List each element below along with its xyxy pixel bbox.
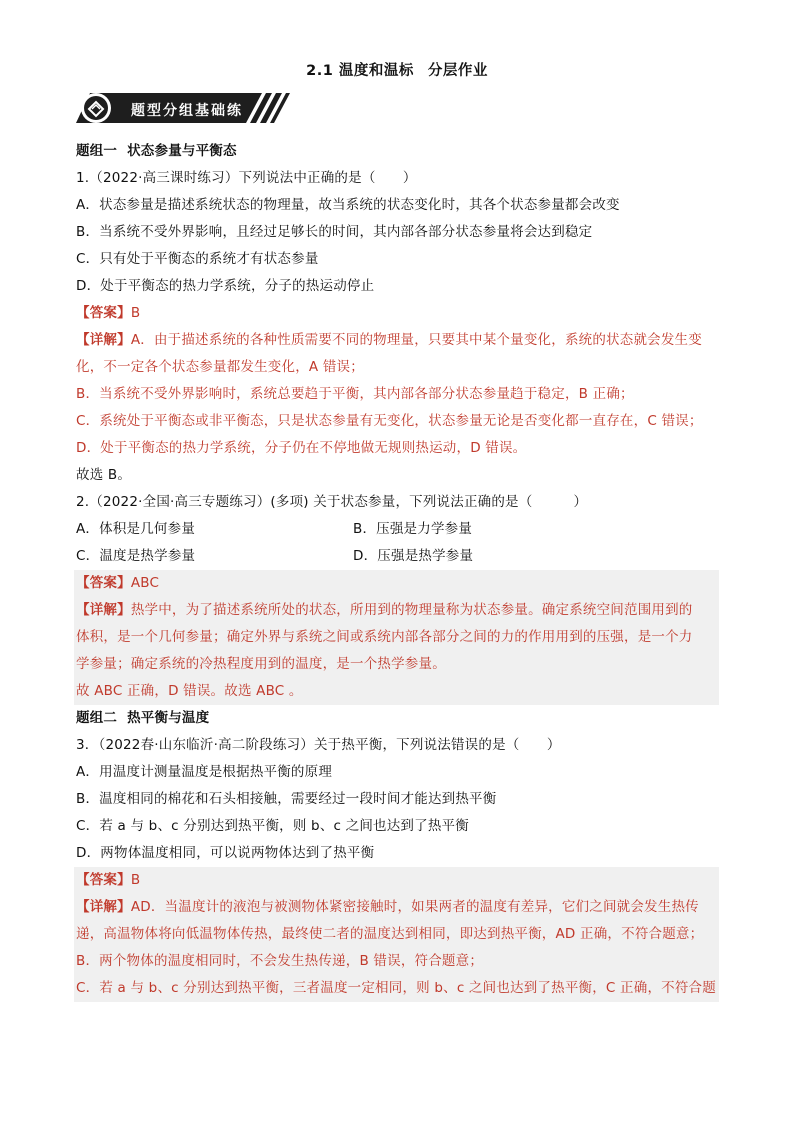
question-3-solution-block	[74, 867, 719, 1002]
question-3-option-d: D．两物体温度相同，可以说两物体达到了热平衡	[76, 845, 375, 861]
banner-label: 题型分组基础练	[131, 103, 243, 119]
question-1-detail-line: 【详解】A．由于描述系统的各种性质需要不同的物理量，只要其中某个量变化，系统的状态就会发生变	[76, 332, 702, 348]
question-1-detail-line: D．处于平衡态的热力学系统，分子仍在不停地做无规则热运动，D 错误。	[76, 440, 527, 456]
question-1-option-d: D．处于平衡态的热力学系统，分子的热运动停止	[76, 278, 375, 294]
question-2-answer: 【答案】ABC	[76, 575, 160, 591]
question-2-option-a: A．体积是几何参量	[76, 521, 196, 537]
question-2-detail-line: 【详解】热学中，为了描述系统所处的状态，所用到的物理量称为状态参量。确定系统空间范围用到的	[76, 602, 693, 618]
question-3-stem: 3．（2022春·山东临沂·高二阶段练习）关于热平衡，下列说法错误的是（ ）	[76, 737, 561, 753]
question-2-detail-line: 体积，是一个几何参量；确定外界与系统之间或系统内部各部分之间的力的作用用到的压强，是一个力	[76, 629, 693, 645]
question-1-option-b: B．当系统不受外界影响，且经过足够长的时间，其内部各部分状态参量将会达到稳定	[76, 224, 593, 240]
question-2-option-b: B．压强是力学参量	[353, 521, 473, 537]
question-2-options-row	[76, 543, 719, 570]
question-3-detail-line: B．两个物体的温度相同时，不会发生热传递，B 错误，符合题意；	[76, 953, 484, 969]
question-3-detail-line: 递，高温物体将向低温物体传热，最终使二者的温度达到相同，即达到热平衡，AD 正确，不符合题意；	[76, 926, 704, 942]
question-1-detail-line: B．当系统不受外界影响时，系统总要趋于平衡，其内部各部分状态参量趋于稳定，B 正确；	[76, 386, 634, 402]
question-1-answer: 【答案】B	[76, 305, 141, 321]
question-2-stem: 2.（2022·全国·高三专题练习）(多项) 关于状态参量，下列说法正确的是（ ）	[76, 494, 588, 510]
question-3-detail-line: 【详解】AD．当温度计的液泡与被测物体紧密接触时，如果两者的温度有差异，它们之间就会发生热传	[76, 899, 699, 915]
question-1-conclusion: 故选 B。	[76, 467, 132, 483]
title-sub: 分层作业	[427, 63, 488, 79]
question-3-option-b: B．温度相同的棉花和石头相接触，需要经过一段时间才能达到热平衡	[76, 791, 497, 807]
question-2-option-d: D．压强是热学参量	[353, 548, 474, 564]
question-3-option-c: C．若 a 与 b、c 分别达到热平衡，则 b、c 之间也达到了热平衡	[76, 818, 469, 834]
group-heading-2: 题组二 热平衡与温度	[76, 710, 210, 726]
question-2-options-row	[76, 516, 719, 543]
document-title	[0, 59, 794, 80]
content	[76, 138, 719, 1002]
question-3-option-a: A．用温度计测量温度是根据热平衡的原理	[76, 764, 333, 780]
title-main: 2.1 温度和温标	[306, 63, 414, 79]
question-1-option-c: C．只有处于平衡态的系统才有状态参量	[76, 251, 319, 267]
question-3-detail-line: C．若 a 与 b、c 分别达到热平衡，三者温度一定相同，则 b、c 之间也达到了热平衡，C 正确，不符合题	[76, 980, 716, 996]
group-heading-1: 题组一 状态参量与平衡态	[76, 143, 237, 159]
question-2-solution-block	[74, 570, 719, 705]
question-1-option-a: A．状态参量是描述系统状态的物理量，故当系统的状态变化时，其各个状态参量都会改变	[76, 197, 620, 213]
question-2-detail-line: 故 ABC 正确，D 错误。故选 ABC 。	[76, 683, 303, 699]
question-2-detail-line: 学参量；确定系统的冷热程度用到的温度，是一个热学参量。	[76, 656, 446, 672]
question-1-stem: 1.（2022·高三课时练习）下列说法中正确的是（ ）	[76, 170, 417, 186]
question-3-answer: 【答案】B	[76, 872, 141, 888]
question-2-option-c: C．温度是热学参量	[76, 548, 196, 564]
question-1-detail-line: 化，不一定各个状态参量都发生变化，A 错误；	[76, 359, 364, 375]
question-1-detail-line: C．系统处于平衡态或非平衡态，只是状态参量有无变化，状态参量无论是否变化都一直存在，C 错误；	[76, 413, 703, 429]
